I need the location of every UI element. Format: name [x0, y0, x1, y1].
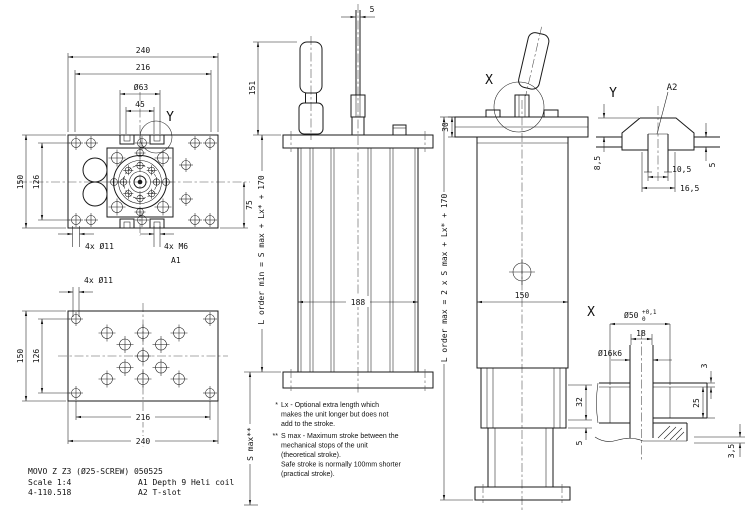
dim-dia50-tol-upper: +0,1	[642, 309, 657, 316]
dim-25: 25	[692, 398, 701, 408]
footnote-lx-line2: makes the unit longer but does not	[281, 411, 389, 419]
footnote-marker-smax: **	[272, 433, 278, 440]
dim-150-side: 150	[514, 291, 530, 300]
dim-188: 188	[350, 298, 366, 307]
dim-dia63: Ø63	[133, 83, 149, 92]
detail-y-dimensions	[598, 104, 706, 192]
label-a2-ref: A2	[666, 83, 678, 93]
detail-x-title: X	[587, 305, 595, 320]
dim-45: 45	[135, 100, 145, 109]
label-4x-d11-bottom: 4x Ø11	[84, 276, 113, 285]
dim-151: 151	[248, 80, 257, 96]
drawing-title: MOVO Z Z3 (Ø25-SCREW) 050525	[28, 467, 163, 476]
drawing-part-number: 4-110.518	[28, 488, 72, 497]
dim-5-detail-y: 5	[708, 162, 717, 168]
front-view	[244, 4, 473, 505]
dim-150-top: 150	[16, 174, 25, 190]
dim-18: 18	[636, 329, 646, 338]
dim-dia50-tol-lower: 0	[642, 316, 646, 323]
side-view-dimensions	[448, 117, 592, 440]
footnote-lx-line3: add to the stroke.	[281, 421, 336, 428]
footnote-smax-line4: Safe stroke is normally 100mm shorter	[281, 461, 401, 469]
dim-s-max: S max**	[246, 427, 255, 461]
dim-l-order-max: L order max = 2 x S max + Lx* + 170	[440, 193, 449, 363]
dim-3: 3	[700, 363, 709, 369]
label-4x-d11-top: 4x Ø11	[85, 242, 114, 251]
dim-126-bottom: 126	[32, 348, 41, 364]
dim-32: 32	[575, 397, 584, 407]
dim-216-bottom: 216	[135, 413, 151, 422]
detail-y-linework	[596, 92, 720, 182]
footnote-smax-line3: (theoretical stroke).	[281, 452, 341, 459]
detail-x-ref-label: X	[485, 73, 493, 88]
bottom-view-linework	[58, 303, 228, 447]
label-a1-ref: A1	[171, 256, 181, 265]
dim-16-5: 16,5	[680, 184, 700, 193]
dim-3-5: 3,5	[727, 443, 736, 459]
dim-150-bottom: 150	[16, 348, 25, 364]
footnote-lx-line1: Lx - Optional extra length which	[281, 402, 380, 409]
dim-126-top: 126	[32, 174, 41, 190]
dim-240-top: 240	[135, 46, 151, 55]
note-a2: A2 T-slot	[138, 488, 182, 497]
dim-5-side: 5	[575, 440, 584, 446]
footnote-marker-lx: *	[275, 402, 278, 409]
dim-rod-5: 5	[369, 5, 375, 14]
label-4x-m6: 4x M6	[164, 242, 189, 251]
front-view-dimensions	[244, 17, 473, 505]
drawing-scale: Scale 1:4	[28, 478, 72, 487]
note-a1: A1 Depth 9 Heli coil	[138, 478, 235, 487]
top-view-linework	[18, 92, 250, 236]
dim-216-top: 216	[135, 63, 151, 72]
dim-75: 75	[245, 200, 254, 210]
bottom-view	[16, 275, 228, 447]
detail-x	[587, 305, 745, 462]
dim-10-5: 10,5	[672, 165, 692, 174]
dim-8-5: 8,5	[593, 155, 602, 171]
hatching	[658, 426, 684, 440]
top-view	[16, 46, 254, 265]
side-view-linework	[455, 24, 588, 510]
front-view-linework	[283, 4, 433, 394]
detail-y-title: Y	[609, 86, 617, 101]
footnotes	[273, 402, 402, 478]
dim-30: 30	[441, 122, 450, 132]
dim-dia50: Ø50	[624, 311, 639, 320]
dim-dia16k6: Ø16k6	[598, 349, 623, 358]
footnote-smax-line2: mechanical stops of the unit	[281, 442, 368, 450]
side-view	[441, 24, 592, 510]
detail-y	[593, 83, 720, 193]
title-block	[28, 466, 235, 497]
dim-240-bottom: 240	[135, 437, 151, 446]
footnote-smax-line5: (practical stroke).	[281, 471, 335, 478]
dim-l-order-min: L order min = S max + Lx* + 170	[257, 175, 266, 325]
detail-y-ref-label: Y	[166, 110, 174, 125]
footnote-smax-line1: S max - Maximum stroke between the	[281, 433, 399, 440]
